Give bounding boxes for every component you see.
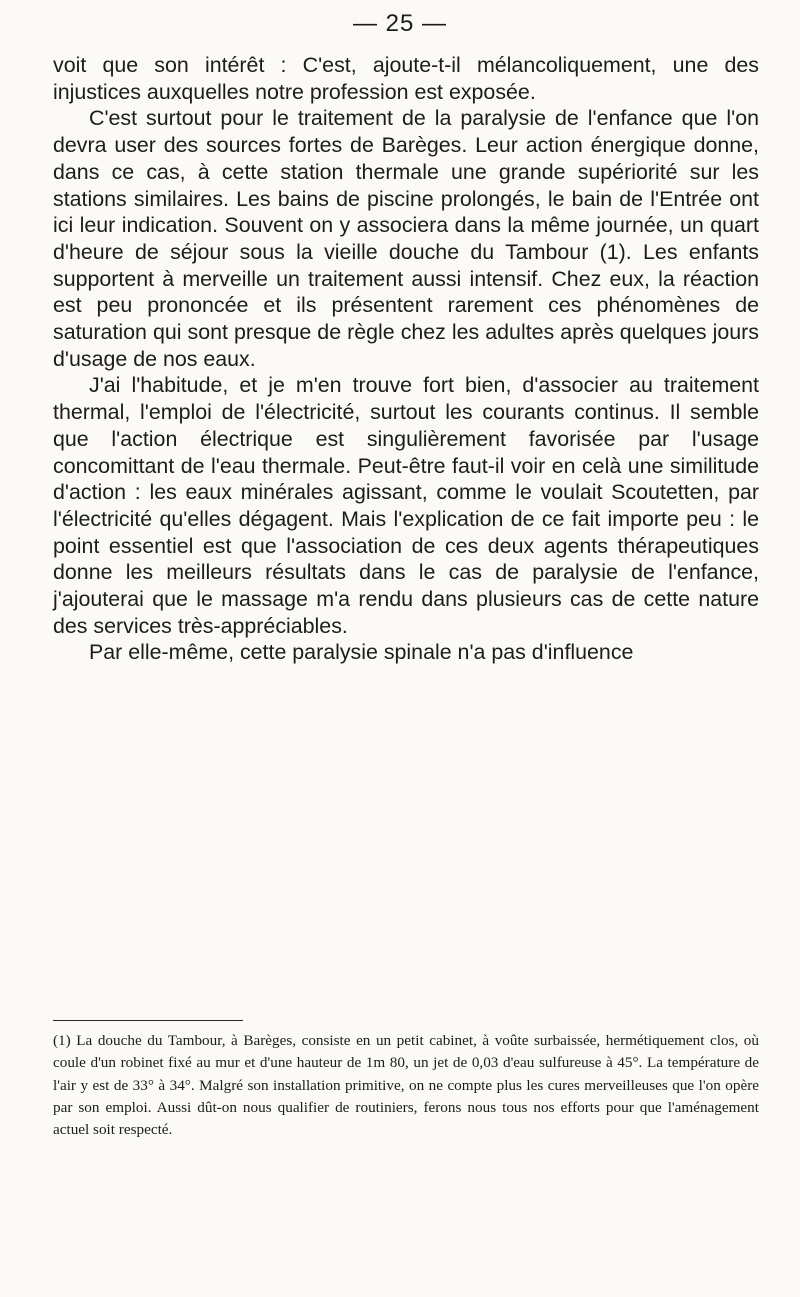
paragraph-3: J'ai l'habitude, et je m'en trouve fort bien, d'associer au traitement thermal, l'emploi de l'électricité, surtout les courants continus. Il semble que l'action électrique est singulièrement favorisée par l'usage concomittant de l'eau thermale. Peut-être faut-il voir en celà une similitude d'action : les eaux minérales agissant, comme le voulait Scoutetten, par l'électricité qu'elles dégagent. Mais l'explication de ce fait importe peu : le point essentiel est que l'association de ces deux agents thérapeutiques donne les meilleurs résultats dans le cas de paralysie de l'enfance, j'ajouterai que le massage m'a rendu dans plusieurs cas de cette nature des services très-appréciables.	[53, 373, 759, 638]
body-text	[53, 52, 759, 666]
footnote: (1) La douche du Tambour, à Barèges, consiste en un petit cabinet, à voûte surbaissée, hermétiquement clos, où coule d'un robinet fixé au mur et d'une hauteur de 1m 80, un jet de 0,03 d'eau sulfureuse à 45°. La température de l'air y est de 33° à 34°. Malgré son installation primitive, on ne compte plus les cures merveilleuses que l'on opère par son emploi. Aussi dût-on nous qualifier de routiniers, ferons nous tous nos efforts pour que l'aménagement actuel soit respecté.	[53, 1032, 759, 1139]
page-number: — 25 —	[352, 10, 448, 37]
footnote-divider	[53, 1020, 243, 1021]
paragraph-1: voit que son intérêt : C'est, ajoute-t-il mélancoliquement, une des injustices auxquelles notre profession est exposée.	[53, 53, 759, 104]
paragraph-4: Par elle-même, cette paralysie spinale n'a pas d'influence	[89, 640, 634, 665]
paragraph-2: C'est surtout pour le traitement de la paralysie de l'enfance que l'on devra user des sources fortes de Barèges. Leur action énergique donne, dans ce cas, à cette station thermale une grande supériorité sur les stations similaires. Les bains de piscine prolongés, le bain de l'Entrée ont ici leur indication. Souvent on y associera dans la même journée, un quart d'heure de séjour sous la vieille douche du Tambour (1). Les enfants supportent à merveille un traitement aussi intensif. Chez eux, la réaction est peu prononcée et ils présentent rarement ces phénomènes de saturation qui sont presque de règle chez les adultes après quelques jours d'usage de nos eaux.	[53, 106, 759, 371]
